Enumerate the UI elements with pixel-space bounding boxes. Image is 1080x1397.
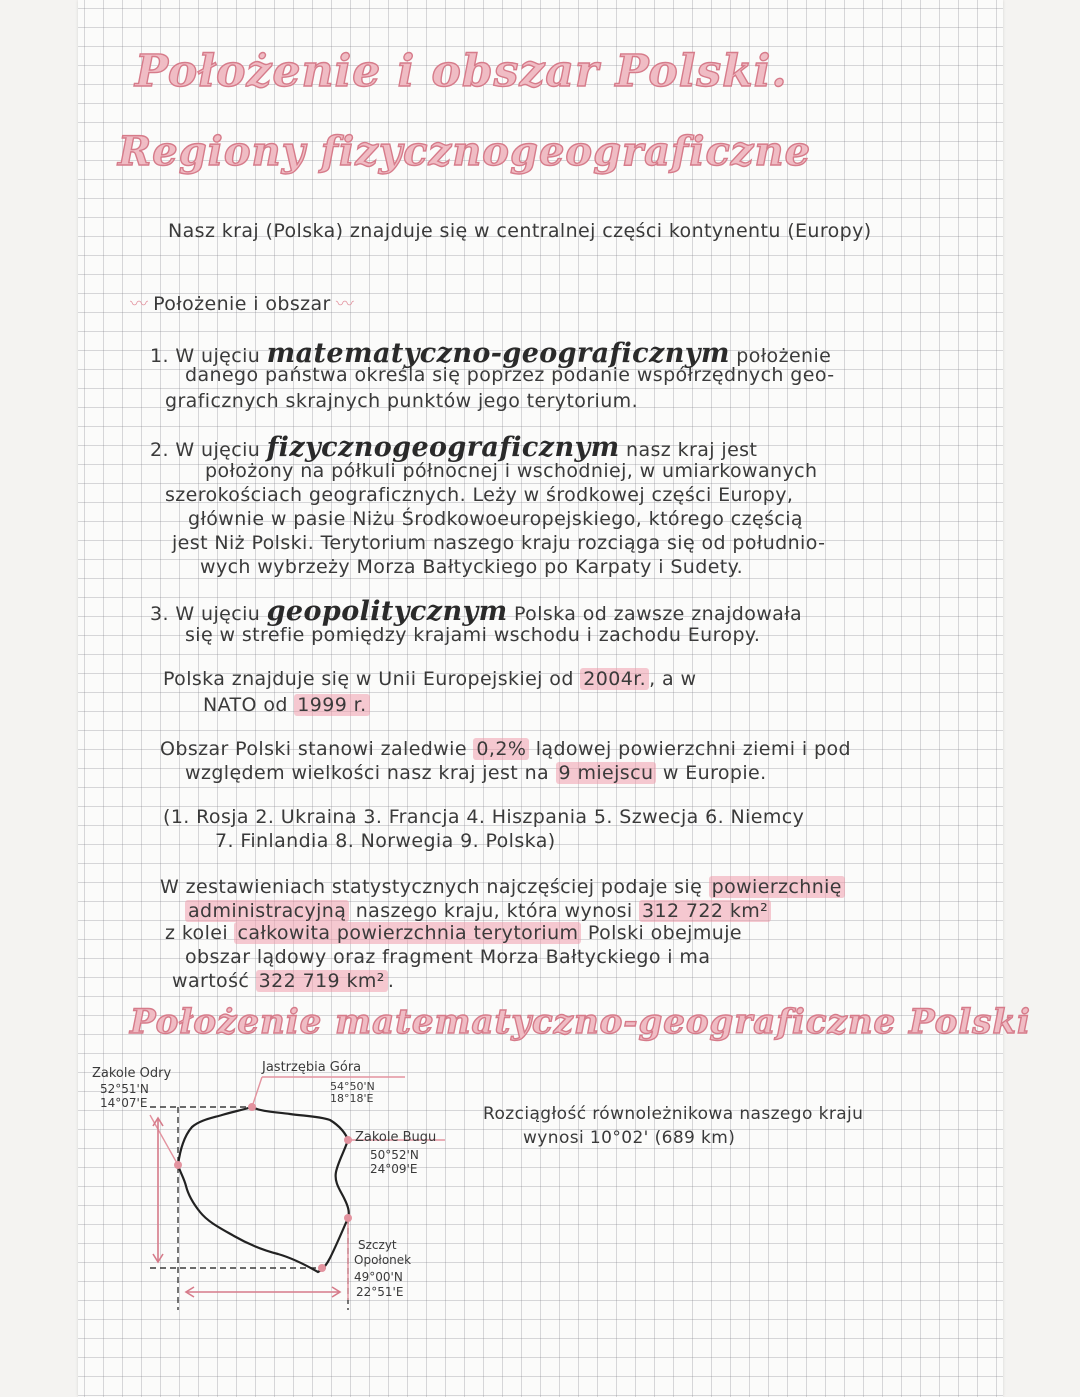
point2-line3: szerokościach geograficznych. Leży w środkowej części Europy, xyxy=(165,484,794,506)
stats-line2-mid: naszego kraju, która wynosi xyxy=(355,900,633,922)
stats-total-area: 322 719 km² xyxy=(256,970,388,992)
point1-bold-term: matematyczno-geograficznym xyxy=(266,338,730,369)
point2-bold-term: fizycznogeograficznym xyxy=(266,432,620,463)
south-point-lon: 22°51'E xyxy=(356,1285,404,1299)
stats-line2-hl: administracyjną xyxy=(185,900,349,922)
east-point-name: Zakole Bugu xyxy=(355,1130,437,1145)
point3-pre: W ujęciu xyxy=(175,603,261,625)
title-line-1: Położenie i obszar Polski. xyxy=(135,46,788,97)
point2-line2: położony na półkuli północnej i wschodniej, w umiarkowanych xyxy=(205,460,818,482)
area-percent: 0,2% xyxy=(473,738,529,760)
point1-pre: W ujęciu xyxy=(175,345,261,367)
stats-line4: obszar lądowy oraz fragment Morza Bałtyckiego i ma xyxy=(185,946,711,968)
point2-line4: głównie w pasie Niżu Środkowoeuropejskiego, którego częścią xyxy=(188,508,803,530)
area-line2-post: w Europie. xyxy=(662,762,767,784)
point1-line3: graficznych skrajnych punktów jego terytorium. xyxy=(165,390,639,412)
east-point-lon: 24°09'E xyxy=(370,1162,418,1176)
point3-number: 3. xyxy=(150,603,169,625)
point2-pre: W ujęciu xyxy=(175,439,261,461)
area-line2-pre: względem wielkości nasz kraj jest na xyxy=(185,762,550,784)
nato-year-badge: 1999 r. xyxy=(294,694,369,716)
stats-line1-pre: W zestawieniach statystycznych najczęściej podaje się xyxy=(160,876,703,898)
south-point-name2: Opołonek xyxy=(354,1253,412,1267)
point2-number: 2. xyxy=(150,439,169,461)
south-point-marker xyxy=(344,1214,352,1222)
corner-point-marker xyxy=(318,1264,326,1272)
extent-line2: wynosi 10°02' (689 km) xyxy=(523,1128,736,1148)
section-header-label: Położenie i obszar xyxy=(153,293,331,315)
area-rank: 9 miejscu xyxy=(556,762,657,784)
stats-line5-pre: wartość xyxy=(172,970,250,992)
point3-line2: się w strefie pomiędzy krajami wschodu i zachodu Europy. xyxy=(185,624,761,646)
south-point-lat: 49°00'N xyxy=(354,1270,403,1284)
eu-mid: , a w xyxy=(649,668,697,690)
point2-line6: wych wybrzeży Morza Bałtyckiego po Karpaty i Sudety. xyxy=(200,556,744,578)
east-point-marker xyxy=(344,1136,352,1144)
point1-number: 1. xyxy=(150,345,169,367)
stats-line3-post: Polski obejmuje xyxy=(587,922,742,944)
intro-text: Nasz kraj (Polska) znajduje się w centralnej części kontynentu (Europy) xyxy=(168,220,872,242)
north-point-lon: 18°18'E xyxy=(330,1092,374,1105)
stats-admin-area: 312 722 km² xyxy=(639,900,771,922)
wave-deco-right-icon: 〰 xyxy=(335,294,354,315)
extent-line1: Rozciągłość równoleżnikowa naszego kraju xyxy=(483,1104,864,1124)
stats-line1-hl: powierzchnię xyxy=(709,876,845,898)
point3-post: Polska od zawsze znajdowała xyxy=(514,603,803,625)
ranking-line1: (1. Rosja 2. Ukraina 3. Francja 4. Hiszpania 5. Szwecja 6. Niemcy xyxy=(163,806,805,828)
west-point-marker xyxy=(174,1161,182,1169)
poland-outline xyxy=(178,1107,349,1272)
wave-deco-left-icon: 〰 xyxy=(130,294,148,315)
west-label-connector xyxy=(150,1115,178,1165)
point1-line2: danego państwa określa się poprzez podanie współrzędnych geo- xyxy=(185,364,835,386)
west-point-name: Zakole Odry xyxy=(92,1066,172,1081)
point1-post: położenie xyxy=(736,345,832,367)
point2-post: nasz kraj jest xyxy=(626,439,758,461)
point2-line5: jest Niż Polski. Terytorium naszego kraju rozciąga się od południo- xyxy=(172,532,826,554)
north-point-name: Jastrzębia Góra xyxy=(262,1060,362,1075)
area-pre: Obszar Polski stanowi zaledwie xyxy=(160,738,467,760)
west-point-lat: 52°51'N xyxy=(100,1082,149,1096)
west-point-lon: 14°07'E xyxy=(100,1096,148,1110)
title-line-2: Regiony fizycznogeograficzne xyxy=(118,128,812,175)
stats-line3-pre: z kolei xyxy=(165,922,229,944)
stats-line3-hl: całkowita powierzchnia terytorium xyxy=(234,922,581,944)
south-point-name: Szczyt xyxy=(358,1238,397,1252)
nato-pre: NATO od xyxy=(203,694,288,716)
area-post: lądowej powierzchni ziemi i pod xyxy=(535,738,851,760)
eu-pre: Polska znajduje się w Unii Europejskiej od xyxy=(163,668,574,690)
stats-line5-post: . xyxy=(387,970,395,992)
section2-title: Położenie matematyczno-geograficzne Polski xyxy=(130,1002,1031,1042)
north-point-marker xyxy=(248,1103,256,1111)
north-label-connector xyxy=(252,1077,262,1107)
north-point-lat: 54°50'N xyxy=(330,1080,375,1093)
eu-year-badge: 2004r. xyxy=(580,668,649,690)
east-point-lat: 50°52'N xyxy=(370,1148,419,1162)
point3-bold-term: geopolitycznym xyxy=(266,596,508,627)
ranking-line2: 7. Finlandia 8. Norwegia 9. Polska) xyxy=(215,830,556,852)
